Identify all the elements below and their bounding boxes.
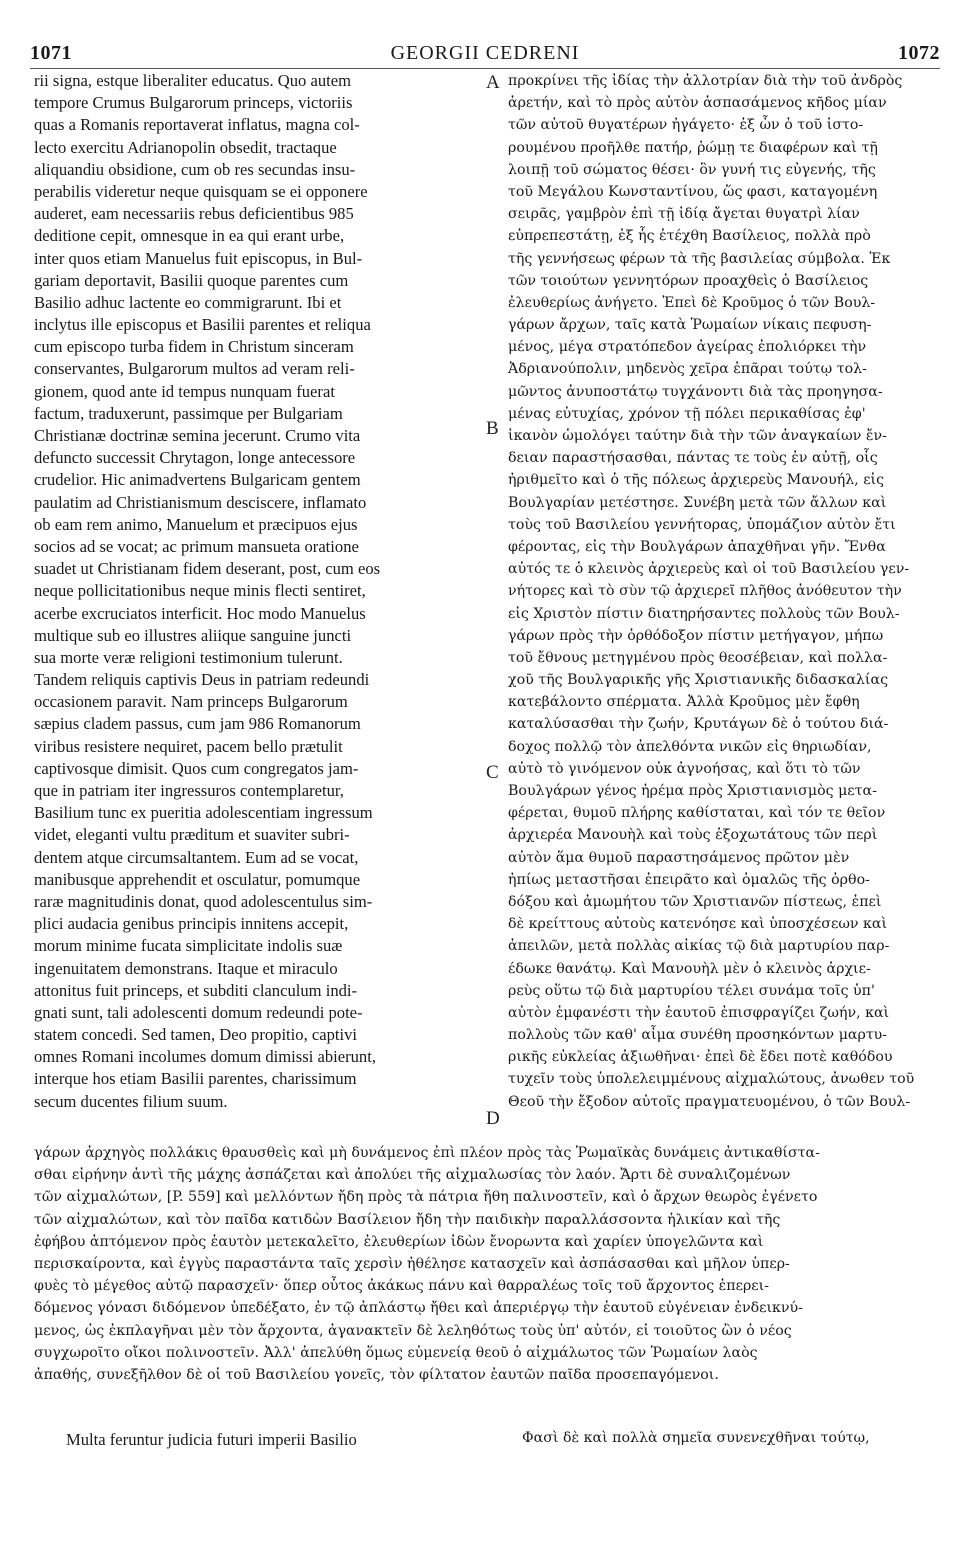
- text-line: σθαι εἰρήνην ἀντὶ τῆς μάχης ἀσπάζεται καὶ ἀπολύει τῆς αἰχμαλωσίας τὸν λαόν. Ἄρτι δὲ συναλιζομένων: [34, 1167, 791, 1184]
- text-line: δοχος πολλῷ τὸν ἀπελθόντα νικῶν εἰς θηριωδίαν,: [508, 738, 872, 755]
- text-line: τοῦ ἔθνους μετηγμένου πρὸς θεοσέβειαν, καὶ πολλα-: [508, 649, 888, 666]
- text-line: κατεβάλοντο σπέρματα. Ἀλλὰ Κροῦμος μὲν ἔφθη: [508, 694, 860, 711]
- text-line: ρικῆς εὐκλείας ἀξιωθῆναι· ἐπεὶ δὲ ἔδει ποτὲ καθόδου: [508, 1049, 893, 1066]
- latin-column: [34, 70, 486, 1113]
- section-marker-b: B: [486, 418, 499, 439]
- text-line: sua morte veræ religioni testimonium tulerunt.: [34, 647, 343, 667]
- text-line: καταλύσασθαι τὴν ζωήν, Κρυτάγων δὲ ὁ τούτου διά-: [508, 716, 889, 733]
- page-number-left: 1071: [30, 41, 72, 64]
- text-line: dentem atque circumsaltantem. Eum ad se vocat,: [34, 847, 359, 867]
- text-line: lecto exercitu Adrianopolin obsedit, tractaque: [34, 137, 337, 157]
- bottom-line: [34, 1430, 938, 1454]
- text-line: omnes Romani incolumes domum dimissi abierunt,: [34, 1047, 376, 1067]
- text-line: δειαν παραστήσασθαι, πάντας τε τοὺς ἐν αὐτῇ, οἷς: [508, 450, 878, 467]
- text-line: νήτορες καὶ τὸ σὺν τῷ ἀρχιερεῖ πλῆθος ἀνόθευτον τὴν: [508, 583, 902, 600]
- text-line: Basilium tunc ex pueritia adolescentiam ingressum: [34, 803, 373, 823]
- text-line: attonitus fuit princeps, et subditi clanculum indi-: [34, 980, 358, 1000]
- text-line: cum episcopo turba fidem in Christum sinceram: [34, 337, 354, 357]
- text-line: φέρεται, θυμοῦ πλήρης καθίσταται, καὶ τόν τε θεῖον: [508, 805, 886, 822]
- text-line: τῶν αἰχμαλώτων, καὶ τὸν παῖδα κατιδὼν Βασίλειον ἤδη τὴν παιδικὴν παραλλάσσοντα ἡλικίαν καὶ τῆς: [34, 1211, 781, 1228]
- text-line: ἀρχιερέα Μανουὴλ καὶ τοὺς ἐξοχωτάτους τῶν περὶ: [508, 827, 878, 844]
- text-line: φέροντας, εἰς τὴν Βουλγάρων ἀπαχθῆναι γῆν. Ἔνθα: [508, 538, 886, 555]
- text-line: ἐφήβου ἁπτόμενον πρὸς ἑαυτὸν μετεκαλεῖτο, ἐλευθερίων ἰδὼν ἔνορωντα καὶ χαρίεν ὑπογελῶντα καὶ: [34, 1233, 764, 1250]
- text-line: χοῦ τῆς Βουλγαρικῆς γῆς Χριστιανικῆς διδασκαλίας: [508, 672, 889, 689]
- text-line: gionem, quod ante id tempus nunquam fuerat: [34, 381, 335, 401]
- text-line: ἀπειλῶν, μετὰ πολλὰς αἰκίας τῷ διὰ μαρτυρίου παρ-: [508, 938, 890, 955]
- text-line: aliquandiu obsidione, cum ob res secundas insu-: [34, 159, 356, 179]
- section-marker-a: A: [486, 72, 500, 93]
- text-line: συγχωροῖτο οἴκοι πολινοστεῖν. Ἀλλ' ἀπελύθη ὅμως εὐμενείᾳ θεοῦ ὁ αἰχμάλωτος τῶν Ῥωμαίων λαὸς: [34, 1344, 758, 1361]
- text-line: gnati sunt, tali adolescenti domum redeundi pote-: [34, 1002, 363, 1022]
- text-line: auderet, eam necessariis rebus deficientibus 985: [34, 204, 354, 224]
- greek-column: [508, 70, 940, 1113]
- text-line: ingenuitatem demonstrans. Itaque et miraculo: [34, 958, 338, 978]
- text-line: ρεὺς οὕτω τῷ διὰ μαρτυρίου τέλει συνάμα τοῖς ὑπ': [508, 982, 875, 999]
- text-line: έδωκε θανάτῳ. Καὶ Μανουὴλ μὲν ὁ κλεινὸς ἀρχιε-: [508, 960, 871, 977]
- text-line: plici audacia genibus principis innitens accepit,: [34, 914, 349, 934]
- text-line: occasionem paravit. Nam princeps Bulgarorum: [34, 692, 348, 712]
- text-line: αὐτὸ τὸ γινόμενον οὐκ ἀγνοήσας, καὶ ὅτι τὸ τῶν: [508, 760, 861, 777]
- text-line: socios ad se vocat; ac primum mansueta oratione: [34, 536, 359, 556]
- text-line: αὐτός τε ὁ κλεινὸς ἀρχιερεὺς καὶ οἱ τοῦ Βασιλείου γεν-: [508, 561, 910, 578]
- text-line: gariam deportavit, Basilii quoque parentes cum: [34, 270, 349, 290]
- text-line: acerbe excruciatos interficit. Hoc modo Manuelus: [34, 603, 366, 623]
- text-line: ἐλευθερίως ἀνήγετο. Ἐπεὶ δὲ Κροῦμος ὁ τῶν Βουλ-: [508, 294, 876, 311]
- text-line: Ἀδριανούπολιν, μηδενὸς χεῖρα ἐπᾶραι τούτῳ τολ-: [508, 361, 867, 378]
- text-line: videt, eleganti vultu præditum et suaviter subri-: [34, 825, 350, 845]
- text-line: raræ magnitudinis donat, quod adolescentulus sim-: [34, 891, 373, 911]
- greek-continuation: Φασὶ δὲ καὶ πολλὰ σημεῖα συνενεχθῆναι τούτῳ,: [522, 1430, 870, 1446]
- running-header: [30, 38, 940, 69]
- text-line: δόμενος γόνασι διδόμενον ὑπεδέξατο, ἐν τῷ ἀπλάστῳ ἤθει καὶ ἀπεριέργῳ τὴν ἑαυτοῦ εὐγένειαν ἐνδεικνύ-: [34, 1300, 803, 1317]
- text-line: inter quos etiam Manuelus fuit episcopus, in Bul-: [34, 248, 363, 268]
- text-line: ἠπίως μεταστῆσαι ἐπειρᾶτο καὶ ὁμαλῶς τῆς ὀρθο-: [508, 871, 870, 888]
- text-line: viribus resistere nequiret, pacem bello prætulit: [34, 736, 343, 756]
- text-line: τῶν τοιούτων γεννητόρων προαχθεὶς ὁ Βασίλειος: [508, 272, 869, 289]
- text-line: γάρων ἄρχων, ταῖς κατὰ Ῥωμαίων νίκαις πεφυση-: [508, 317, 872, 334]
- page-number-right: 1072: [898, 41, 940, 64]
- text-line: manibusque apprehendit et osculatur, pomumque: [34, 869, 361, 889]
- text-line: sæpius cladem passus, cum jam 986 Romanorum: [34, 714, 361, 734]
- text-line: δόξου καὶ ἀμωμήτου τῶν Χριστιανῶν πίστεως, ἐπεὶ: [508, 893, 882, 910]
- text-line: morum minime fucata simplicitate indolis suæ: [34, 936, 343, 956]
- section-marker-d: D: [486, 1108, 500, 1129]
- text-line: δὲ κρείττους αὐτοὺς κατενόησε καὶ ὑποσχέσεων καὶ: [508, 916, 888, 933]
- text-line: προκρίνει τῆς ἰδίας τὴν ἀλλοτρίαν διὰ τὴν τοῦ ἀνδρὸς: [508, 73, 903, 89]
- text-line: τῆς γεννήσεως φέρων τὰ τῆς βασιλείας σύμβολα. Ἐκ: [508, 250, 891, 267]
- text-line: μενος, ὡς ἐκπλαγῆναι μὲν τὸν ἄρχοντα, ἀγανακτεῖν δὲ λεληθότως τοὺς ὑπ' αὐτόν, εἰ τοιοῦτος ὢν ὁ νέος: [34, 1322, 792, 1339]
- text-line: τυχεῖν τοὺς ὑπολελειμμένους αἰχμαλώτους, ἀνωθεν τοῦ: [508, 1071, 915, 1088]
- text-line: rii signa, estque liberaliter educatus. Quo autem: [34, 71, 352, 90]
- text-line: μένας εὐτυχίας, χρόνον τῇ πόλει περικαθίσας ἐφ': [508, 405, 866, 422]
- text-line: εἰς Χριστὸν πίστιν διατηρήσαντες πολλοὺς τῶν Βουλ-: [508, 605, 900, 622]
- text-line: factum, traduxerunt, passimque per Bulgariam: [34, 403, 343, 423]
- text-line: neque pollicitationibus neque minis flecti sentiret,: [34, 581, 366, 601]
- text-line: ρουμένου προῆλθε πατήρ, ῥώμῃ τε διαφέρων καὶ τῇ: [508, 139, 878, 156]
- text-line: φυὲς τὸ μέγεθος αὐτῷ παρασχεῖν· ὅπερ οὗτος ἀκάκως πάνυ καὶ θαρραλέως τοῖς τοῦ ἄρχοντος ἐπερει-: [34, 1278, 769, 1295]
- text-line: perabilis videretur neque quisquam se ei opponere: [34, 181, 368, 201]
- text-line: Christianæ doctrinæ semina jecerunt. Crumo vita: [34, 426, 361, 445]
- text-line: secum ducentes filium suum.: [34, 1091, 228, 1111]
- text-line: Βουλγάρων γένος ἠρέμα πρὸς Χριστιανισμὸς μετα-: [508, 783, 877, 799]
- text-line: γάρων ἀρχηγὸς πολλάκις θραυσθεὶς καὶ μὴ δυνάμενος ἐπὶ πλέον πρὸς τὰς Ῥωμαϊκὰς δυνάμεις ἀντικαθίστα-: [34, 1145, 820, 1161]
- text-line: τῶν αἰχμαλώτων, [P. 559] καὶ μελλόντων ἤδη πρὸς τὰ πάτρια ἤθη παλινοστεῖν, καὶ ὁ ἄρχων θεωρὸς ἐγένετο: [34, 1189, 818, 1206]
- text-line: σειρᾶς, γαμβρὸν ἐπὶ τῇ ἰδίᾳ ἄγεται θυγατρὶ λίαν: [508, 206, 860, 223]
- latin-continuation: Multa feruntur judicia futuri imperii Basilio: [66, 1430, 357, 1449]
- text-line: tempore Crumus Bulgarorum princeps, victoriis: [34, 93, 353, 113]
- text-line: Basilio adhuc lactente eo commigrarunt. Ibi et: [34, 292, 342, 312]
- text-line: crudelior. Hic animadvertens Bulgaricam gentem: [34, 470, 361, 490]
- text-line: que in patriam iter ingressuros contemplaretur,: [34, 781, 344, 800]
- text-line: πολλοὺς τῶν καθ' αἷμα συνέθη προσηκόντων μαρτυ-: [508, 1027, 888, 1044]
- text-line: statem concedi. Sed tamen, Deo propitio, captivi: [34, 1025, 358, 1045]
- text-line: γάρων πρὸς τὴν ὀρθόδοξον πίστιν μετήγαγον, μήπω: [508, 627, 884, 644]
- text-line: μῶντος ἀνυποστάτῳ τυγχάνοντι διὰ τὰς προηγησα-: [508, 383, 883, 400]
- text-line: ob eam rem animo, Manuelum et præcipuos ejus: [34, 514, 358, 534]
- text-line: Tandem reliquis captivis Deus in patriam redeundi: [34, 670, 370, 690]
- text-line: εὐπρεπεστάτῃ, ἐξ ἧς ἐτέχθη Βασίλειος, πολλὰ πρὸ: [508, 228, 871, 245]
- text-line: ἀρετήν, καὶ τὸ πρὸς αὐτὸν ἀσπασάμενος κῆδος μίαν: [508, 95, 887, 112]
- text-line: λοιπῇ τοῦ σώματος θέσει· ὃν γυνή τις εὐγενής, τῆς: [508, 161, 876, 178]
- text-line: ἱκανὸν ὡμολόγει ταύτην διὰ τὴν τῶν ἀναγκαίων ἔν-: [508, 428, 887, 444]
- text-line: defuncto successit Chrytagon, longe antecessore: [34, 448, 356, 468]
- text-line: τῶν αὐτοῦ θυγατέρων ἠγάγετο· ἐξ ὧν ὁ τοῦ ἱστο-: [508, 117, 864, 134]
- text-line: interque hos etiam Basilii parentes, charissimum: [34, 1069, 357, 1089]
- text-line: conservantes, Bulgarorum multos ad veram reli-: [34, 359, 355, 379]
- text-line: ἀπαθής, συνεξῆλθον δὲ οἱ τοῦ Βασιλείου γονεῖς, τὸν φίλτατον ἑαυτῶν παῖδα προσεπαγόμενοι.: [34, 1366, 719, 1383]
- text-line: Θεοῦ τὴν ἔξοδον αὐτοῖς πραγματευομένου, ὁ τῶν Βουλ-: [508, 1093, 911, 1110]
- full-width-greek-text: [34, 1142, 938, 1386]
- text-line: μένος, μέγα στρατόπεδον ἀγείρας ἐπολιόρκει τὴν: [508, 339, 867, 356]
- text-line: paulatim ad Christianismum desciscere, inflamato: [34, 492, 367, 512]
- text-line: suadet ut Christianam fidem deserant, post, cum eos: [34, 559, 381, 579]
- section-marker-c: C: [486, 762, 499, 783]
- text-line: αὐτὸν ἐμφανέστι τὴν ἑαυτοῦ ἐπισφραγίζει ζωήν, καὶ: [508, 1004, 890, 1021]
- text-line: multique sub eo illustres aliique sanguine juncti: [34, 625, 352, 645]
- text-line: Βουλγαρίαν μετέστησε. Συνέβη μετὰ τῶν ἄλλων καὶ: [508, 494, 887, 511]
- text-line: quas a Romanis reportaverat inflatus, magna col-: [34, 115, 360, 135]
- text-line: inclytus ille episcopus et Basilii parentes et reliqua: [34, 315, 371, 335]
- text-line: deditione cepit, omnesque in ea qui erant urbe,: [34, 226, 345, 246]
- text-line: τοῦ Μεγάλου Κωνσταντίνου, ὥς φασι, καταγομένη: [508, 183, 878, 200]
- text-line: captivosque dimisit. Quos cum congregatos jam-: [34, 758, 359, 778]
- running-title: GEORGII CEDRENI: [390, 41, 580, 64]
- text-line: περισκαίροντα, καὶ ἐγγὺς παραστάντα ταῖς χερσὶν ἠθέλησε κατασχεῖν καὶ ἀσπάσασθαι καὶ μῆλον ὑπερ-: [34, 1255, 790, 1272]
- text-line: αὐτὸν ἅμα θυμοῦ παραστησάμενος πρῶτον μὲν: [508, 849, 850, 866]
- text-line: ἠριθμεῖτο καὶ ὁ τῆς πόλεως ἀρχιερεὺς Μανουήλ, εἰς: [508, 472, 885, 489]
- text-line: τοὺς τοῦ Βασιλείου γεννήτορας, ὑπομάζιον αὐτὸν ἔτι: [508, 516, 896, 533]
